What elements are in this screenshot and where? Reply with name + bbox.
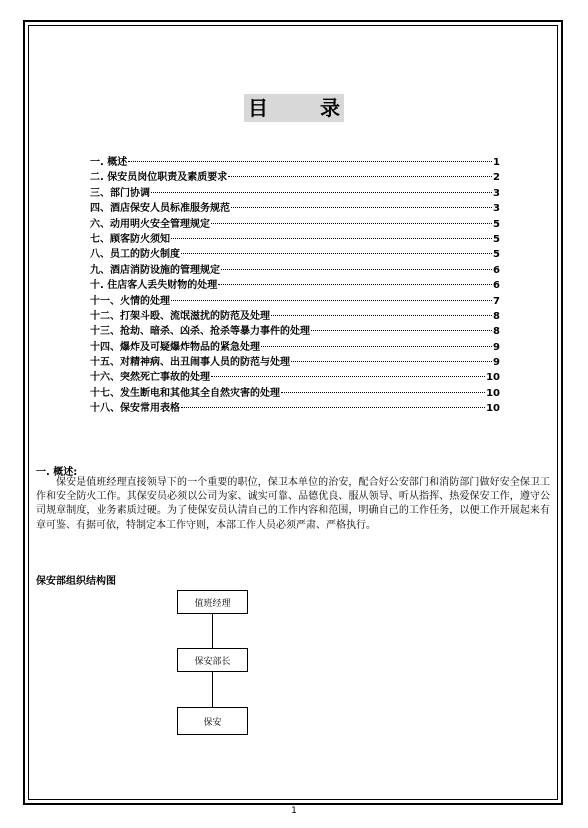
page-title [244, 94, 344, 122]
toc-entry[interactable] [90, 245, 500, 260]
toc-entry-page: 6 [493, 264, 500, 276]
toc-entry-page: 5 [493, 218, 500, 230]
toc-entry[interactable] [90, 199, 500, 214]
overview-paragraph: 保安是值班经理直接领导下的一个重要的职位，保卫本单位的治安，配合好公安部门和消防部门做好安全保卫工作和安全防火工作。其保安员必须以公司为家、诚实可靠、品德优良、服从领导、听从指挥、热爱保安工作，遵守公司规章制度，业务素质过硬。为了使保安员认清自己的工作内容和范围，明确自己的工作任务，以便工作开展起来有章可鉴、有据可依，特制定本工作守则，本部工作人员必须严肃、严格执行。 [36, 477, 550, 531]
toc-dot-leader [211, 223, 492, 224]
page-number: 1 [291, 806, 297, 816]
toc-entry[interactable] [90, 322, 500, 337]
toc-dot-leader [218, 284, 492, 285]
toc-entry[interactable] [90, 399, 500, 414]
toc-entry[interactable] [90, 292, 500, 307]
toc-entry[interactable] [90, 338, 500, 353]
toc-dot-leader [271, 315, 492, 316]
toc-entry-page: 3 [493, 187, 500, 199]
toc-entry-label: 十三、抢劫、暗杀、凶杀、抢杀等暴力事件的处理 [90, 326, 310, 338]
toc-dot-leader [211, 376, 485, 377]
toc-dot-leader [281, 392, 485, 393]
org-node-security-chief: 保安部长 [177, 648, 248, 672]
toc-entry-label: 四、酒店保安人员标准服务规范 [90, 203, 230, 215]
toc-entry[interactable] [90, 368, 500, 383]
toc-entry[interactable] [90, 184, 500, 199]
toc-entry-page: 10 [486, 372, 500, 384]
org-chart-heading: 保安部组织结构图 [36, 576, 116, 587]
toc-dot-leader [171, 238, 492, 239]
toc-entry-page: 8 [493, 310, 500, 322]
toc-entry-label: 十八、保安常用表格 [90, 403, 180, 415]
toc-entry-page: 9 [493, 357, 500, 369]
toc-dot-leader [228, 176, 492, 177]
toc-dot-leader [231, 207, 492, 208]
toc-entry-label: 七、顾客防火须知 [90, 233, 170, 245]
toc-entry-label: 六、动用明火安全管理规定 [90, 218, 210, 230]
title-char-2: 录 [320, 96, 340, 120]
org-node-duty-manager: 值班经理 [177, 590, 248, 614]
toc-entry[interactable] [90, 353, 500, 368]
toc-entry[interactable] [90, 230, 500, 245]
org-node-security-guard: 保安 [177, 707, 248, 735]
toc-entry-label: 一. 概述 [90, 157, 128, 168]
toc-entry-page: 2 [493, 172, 500, 184]
toc-entry[interactable] [90, 307, 500, 322]
toc-entry-page: 1 [493, 157, 500, 168]
toc-entry-label: 十二、打架斗殴、流氓滋扰的防范及处理 [90, 310, 270, 322]
toc-entry-label: 九、酒店消防设施的管理规定 [90, 264, 220, 276]
toc-entry-label: 八、员工的防火制度 [90, 249, 180, 261]
toc-entry-label: 十七、发生断电和其他其全自然灾害的处理 [90, 387, 280, 399]
toc-entry-page: 5 [493, 249, 500, 261]
toc-entry[interactable] [90, 261, 500, 276]
toc-entry-label: 十四、爆炸及可疑爆炸物品的紧急处理 [90, 341, 260, 353]
table-of-contents [90, 153, 500, 415]
toc-dot-leader [128, 161, 492, 162]
org-connector-line [212, 614, 213, 648]
toc-entry-page: 8 [493, 326, 500, 338]
toc-entry-label: 十六、突然死亡事故的处理 [90, 372, 210, 384]
toc-dot-leader [181, 407, 485, 408]
toc-dot-leader [151, 192, 492, 193]
org-connector-line [212, 672, 213, 707]
toc-entry[interactable] [90, 276, 500, 291]
toc-entry-label: 十一、火情的处理 [90, 295, 170, 307]
toc-dot-leader [181, 253, 492, 254]
toc-entry-page: 9 [493, 341, 500, 353]
toc-entry-page: 3 [493, 203, 500, 215]
toc-entry[interactable] [90, 384, 500, 399]
toc-entry-page: 7 [493, 295, 500, 307]
toc-entry[interactable] [90, 168, 500, 183]
toc-entry[interactable] [90, 215, 500, 230]
toc-entry-label: 二. 保安员岗位职责及素质要求 [90, 172, 228, 184]
toc-dot-leader [291, 361, 492, 362]
toc-entry[interactable] [90, 153, 500, 168]
toc-entry-label: 三、部门协调 [90, 187, 150, 199]
toc-entry-page: 10 [486, 387, 500, 399]
toc-entry-page: 10 [486, 403, 500, 415]
toc-entry-page: 5 [493, 233, 500, 245]
toc-entry-label: 十五、对精神病、出丑闹事人员的防范与处理 [90, 357, 290, 369]
title-char-1: 目 [248, 96, 268, 120]
toc-dot-leader [261, 346, 492, 347]
toc-dot-leader [311, 330, 492, 331]
toc-dot-leader [171, 300, 492, 301]
section-heading-overview: 一. 概述: [36, 467, 78, 478]
toc-entry-label: 十. 住店客人丢失财物的处理 [90, 280, 218, 292]
toc-entry-page: 6 [493, 280, 500, 292]
toc-dot-leader [221, 269, 492, 270]
